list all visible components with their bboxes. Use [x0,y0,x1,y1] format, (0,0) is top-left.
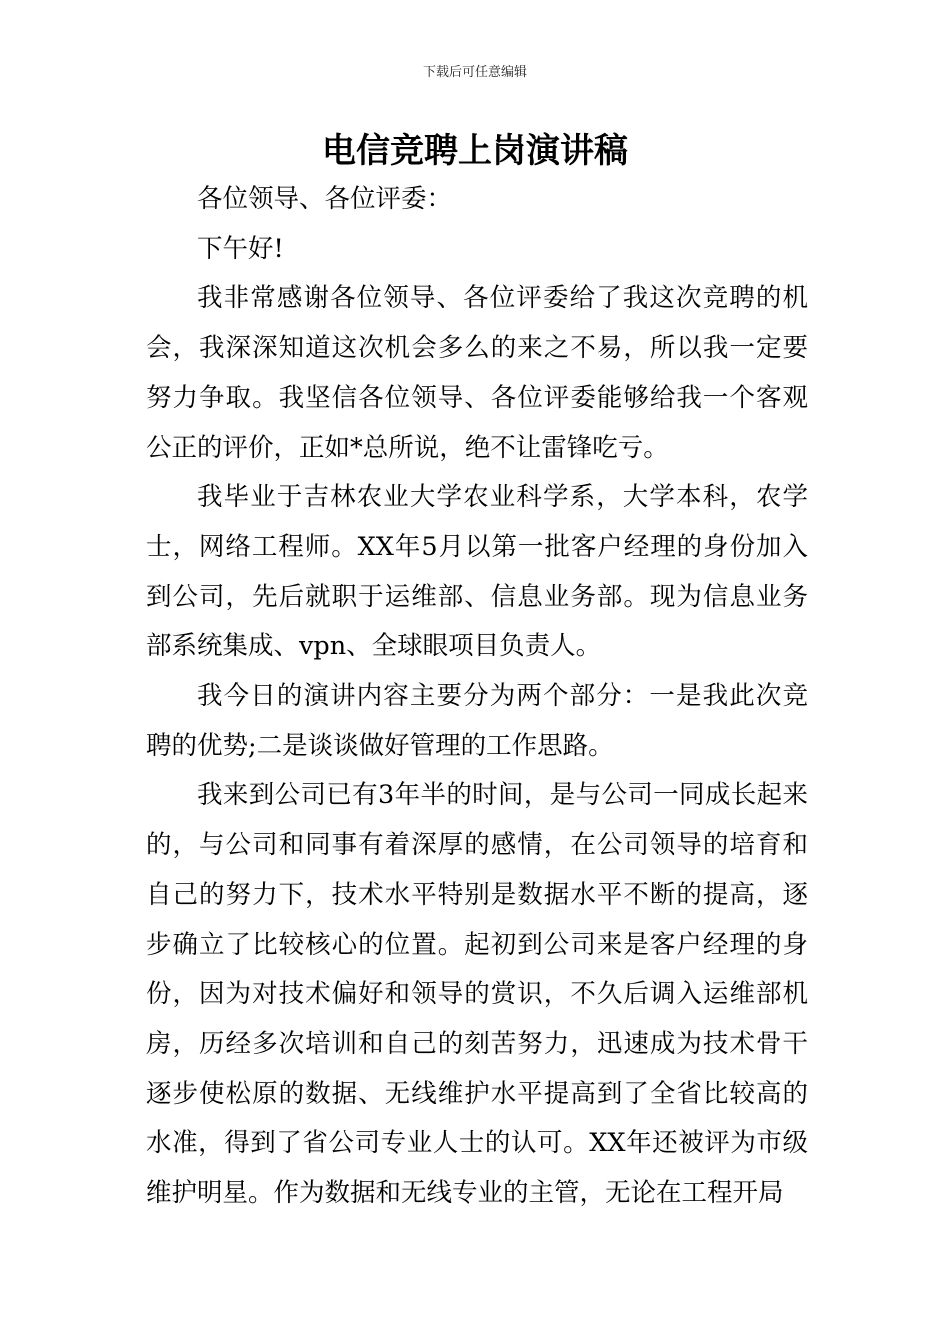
page-header-note: 下载后可任意编辑 [422,65,527,80]
paragraph-greeting: 下午好! [197,233,284,264]
paragraph-thanks: 我非常感谢各位领导、各位评委给了我这次竞聘的机会，我深深知道这次机会多么的来之不易，所以我一定要努力争取。我坚信各位领导、各位评委能够给我一个客观公正的评价，正如*总所说，绝不让雷锋吃亏。 [146,283,808,463]
document-title: 电信竞聘上岗演讲稿 [322,131,628,171]
paragraph-outline: 我今日的演讲内容主要分为两个部分：一是我此次竞聘的优势;二是谈谈做好管理的工作思路。 [146,681,808,761]
document-body [146,175,808,1219]
paragraph-background: 我毕业于吉林农业大学农业科学系，大学本科，农学士，网络工程师。XX年5月以第一批客户经理的身份加入到公司，先后就职于运维部、信息业务部。现为信息业务部系统集成、vpn、全球眼项目负责人。 [146,482,808,662]
paragraph-salutation: 各位领导、各位评委： [197,184,453,214]
paragraph-experience: 我来到公司已有3年半的时间，是与公司一同成长起来的，与公司和同事有着深厚的感情，在公司领导的培育和自己的努力下，技术水平特别是数据水平不断的提高，逐步确立了比较核心的位置。起初到公司来是客户经理的身份，因为对技术偏好和领导的赏识，不久后调入运维部机房，历经多次培训和自己的刻苦努力，迅速成为技术骨干逐步使松原的数据、无线维护水平提高到了全省比较高的水准，得到了省公司专业人士的认可。XX年还被评为市级维护明星。作为数据和无线专业的主管，无论在工程开局 [146,780,808,1209]
